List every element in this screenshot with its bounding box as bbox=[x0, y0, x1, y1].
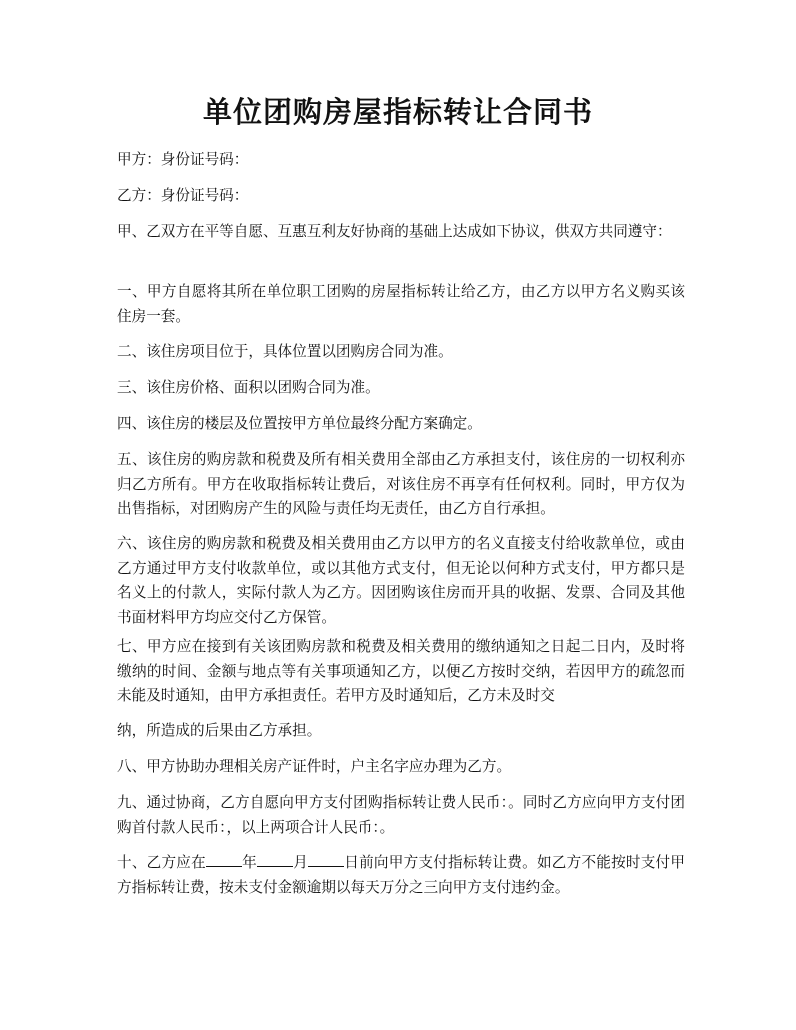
month-blank bbox=[257, 851, 293, 867]
document-title: 单位团购房屋指标转让合同书 bbox=[202, 95, 593, 129]
clause-10-prefix: 十、乙方应在 bbox=[117, 854, 206, 871]
clause-7-part1: 七、甲方应在接到有关该团购房款和税费及相关费用的缴纳通知之日起二日内，及时将缴纳的时间、金额与地点等有关事项通知乙方，以便乙方按时交纳，若因甲方的疏忽而未能及时通知，由甲方承担责任。若甲方及时通知后，乙方未及时交 bbox=[117, 638, 685, 704]
clause-10-year: 年 bbox=[241, 854, 257, 871]
clause-8: 八、甲方协助办理相关房产证件时，户主名字应办理为乙方。 bbox=[117, 758, 512, 775]
clause-1: 一、甲方自愿将其所在单位职工团购的房屋指标转让给乙方，由乙方以甲方名义购买该住房一套。 bbox=[117, 283, 685, 325]
clause-3: 三、该住房价格、面积以团购合同为准。 bbox=[117, 379, 380, 396]
clause-10 bbox=[117, 851, 685, 900]
clause-4: 四、该住房的楼层及位置按甲方单位最终分配方案确定。 bbox=[117, 415, 482, 432]
preamble-paragraph: 甲、乙双方在平等自愿、互惠互利友好协商的基础上达成如下协议，供双方共同遵守： bbox=[117, 223, 672, 240]
clause-10-month: 月 bbox=[293, 854, 309, 871]
party-b-line: 乙方：身份证号码： bbox=[117, 187, 249, 204]
year-blank bbox=[206, 851, 242, 867]
day-blank bbox=[308, 851, 344, 867]
party-a-line: 甲方：身份证号码： bbox=[117, 151, 249, 168]
clause-7-part2: 纳，所造成的后果由乙方承担。 bbox=[117, 722, 322, 739]
clause-10-suffix: 日前向甲方支付指标转让费。如乙方不能按时支付甲方指标转让费，按未支付金额逾期以每天万分之三向甲方支付违约金。 bbox=[117, 854, 685, 896]
clause-2: 二、该住房项目位于，具体位置以团购房合同为准。 bbox=[117, 343, 453, 360]
clause-6: 六、该住房的购房款和税费及相关费用由乙方以甲方的名义直接支付给收款单位，或由乙方通过甲方支付收款单位，或以其他方式支付，但无论以何种方式支付，甲方都只是名义上的付款人，实际付款人为乙方。因团购该住房而开具的收据、发票、合同及其他书面材料甲方均应交付乙方保管。 bbox=[117, 535, 685, 626]
clause-9: 九、通过协商，乙方自愿向甲方支付团购指标转让费人民币：。同时乙方应向甲方支付团购首付款人民币：，以上两项合计人民币：。 bbox=[117, 794, 685, 836]
clause-5: 五、该住房的购房款和税费及所有相关费用全部由乙方承担支付，该住房的一切权利亦归乙方所有。甲方在收取指标转让费后，对该住房不再享有任何权利。同时，甲方仅为出售指标，对团购房产生的风险与责任均无责任，由乙方自行承担。 bbox=[117, 451, 685, 517]
